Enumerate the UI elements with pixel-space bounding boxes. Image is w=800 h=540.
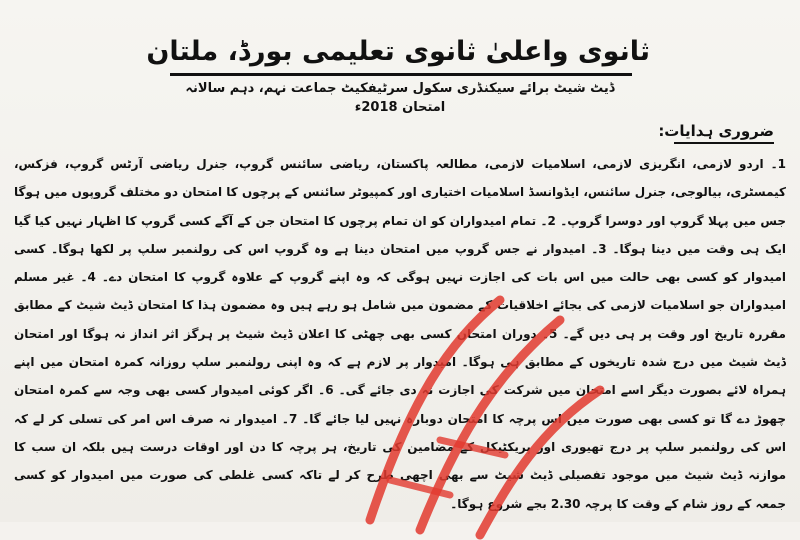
friday-timing-note: جمعہ کے روز شام کے وقت کا پرچہ 2.30 بجے شروع ہوگا۔	[450, 497, 786, 511]
title-underline	[170, 73, 632, 76]
date-sheet-subtitle: ڈیٹ شیٹ برائے سیکنڈری سکول سرٹیفکیٹ جماعت نہم، دہم سالانہ امتحان 2018ء	[185, 81, 615, 115]
board-title: ثانوی واعلیٰ ثانوی تعلیمی بورڈ، ملتان	[146, 36, 650, 67]
instructions-text-part-1: 1۔ اردو لازمی، انگریزی لازمی، اسلامیات لازمی، مطالعہ پاکستان، ریاضی سائنس گروپ، جنرل ریاضی آرٹس گروپ، فزکس، کیمسٹری، بیالوجی، جنرل سائنس، ایڈوانسڈ اسلامیات اختیاری اور کمپیوٹر سائنس کے پرچوں کا امتحان دو مختلف گروپوں میں ہوگا جس میں پہلا گروپ اور دوسرا گروپ۔ 2۔ تمام امیدواران کو ان تمام پرچوں کا امتحان جن کے آگے کسی گروپ کا اظہار نہیں کیا گیا ایک ہی وقت میں دینا ہوگا۔ 3۔ امیدوار نے جس گروپ میں امتحان دینا ہے وہ گروپ اس کی رولنمبر سلپ پر لکھا ہوگا۔ کسی امیدوار کو کسی بھی حالت میں اس بات کی اجازت نہیں ہوگی کہ وہ اپنے گروپ کے علاوہ گروپ کا امتحان دے۔ 4۔ غیر مسلم امیدواران جو اسلامیات لازمی کی بجائے اخلاقیات کے مضمون میں شامل ہو رہے ہیں وہ مضمون ہذا کا امتحان ڈیٹ شیٹ کے مطابق مقررہ تاریخ اور وقت پر ہی دیں گے۔ 5۔ دوران امتحان کسی بھی چھٹی کا اعلان ڈیٹ شیٹ پر ہرگز اثر انداز نہ ہوگا اور امتحان ڈیٹ شیٹ میں درج شدہ تاریخوں کے مطابق ہی ہوگا۔ امیدوار پر لازم ہے کہ وہ اپنی رولنمبر سلپ روزانہ کمرہ امتحان میں اپنے ہمراہ لائے بصورت دیگر اسے امتحان میں شرکت کی اجازت نہ دی جائے گی۔ 6۔ اگر کوئی امیدوار کسی بھی وجہ سے کمرہ امتحان چھوڑ دے گا تو کسی بھی صورت میں اس پرچہ کا امتحان دوبارہ نہیں لیا جائے گا۔ 7۔ امیدوار نہ صرف اس امر کی تسلی کر لے کہ اس کی رولنمبر سلپ پر درج تھیوری اور پریکٹیکل کے مضامین کی تاریخ، ہر پرچہ کا دن اور اوقات درست ہیں بلکہ ان سب کا موازنہ ڈیٹ شیٹ میں موجود تفصیلی ڈیٹ شیٹ سے بھی اچھی طرح کر لے تاکہ کسی غلطی کی صورت میں امیدوار کو کسی	[14, 157, 786, 483]
instructions-heading: ضروری ہدایات:	[658, 122, 774, 140]
instructions-body	[14, 150, 786, 490]
heading-underline	[674, 142, 774, 144]
